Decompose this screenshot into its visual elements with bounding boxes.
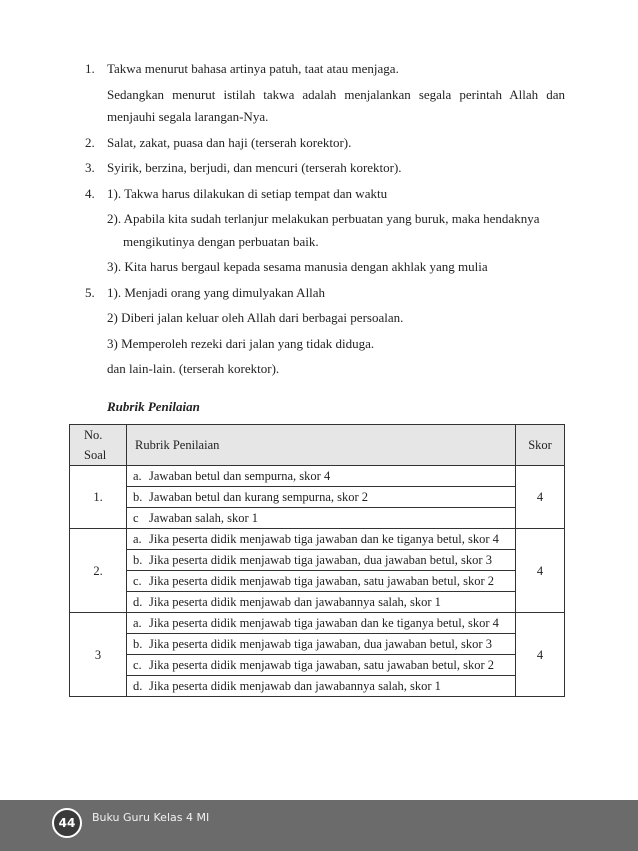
score: 4 xyxy=(516,466,565,529)
criterion xyxy=(127,655,515,676)
answer-line: Salat, zakat, puasa dan haji (terserah korektor). xyxy=(107,134,352,150)
criterion xyxy=(127,571,515,592)
criterion-text: Jawaban salah, skor 1 xyxy=(149,511,258,525)
criterion-letter: b. xyxy=(133,553,143,567)
criterion xyxy=(127,592,515,612)
criteria-cell xyxy=(127,529,516,613)
criterion xyxy=(127,613,515,634)
header-rubrik: Rubrik Penilaian xyxy=(127,425,516,466)
answer-line: 1). Menjadi orang yang dimulyakan Allah xyxy=(107,284,326,300)
criterion-text: Jika peserta didik menjawab tiga jawaban, dua jawaban betul, skor 3 xyxy=(149,553,492,567)
answer-item xyxy=(85,132,565,155)
answer-line: dan lain-lain. (terserah korektor). xyxy=(107,361,280,376)
answer-item xyxy=(85,58,565,129)
criterion-text: Jika peserta didik menjawab tiga jawaban, satu jawaban betul, skor 2 xyxy=(149,658,495,672)
criterion-letter: a. xyxy=(133,616,142,630)
rubric-table xyxy=(69,424,565,697)
table-row xyxy=(70,613,565,697)
answer-line: 3) Memperoleh rezeki dari jalan yang tidak diduga. xyxy=(107,335,375,351)
page-footer xyxy=(0,800,638,851)
answer-line: 1). Takwa harus dilakukan di setiap tempat dan waktu xyxy=(107,185,388,201)
answer-line: Sedangkan menurut istilah takwa adalah menjalankan segala perintah Allah dan menjauhi segala larangan-Nya. xyxy=(107,86,565,124)
table-row xyxy=(70,466,565,529)
criterion-text: Jawaban betul dan sempurna, skor 4 xyxy=(149,469,331,483)
answer-item xyxy=(85,282,565,381)
criterion xyxy=(127,634,515,655)
question-number: 3 xyxy=(70,613,127,697)
criterion xyxy=(127,508,515,528)
criterion-letter: d. xyxy=(133,595,143,609)
criterion xyxy=(127,487,515,508)
criterion-letter: a. xyxy=(133,469,142,483)
criterion-letter: c. xyxy=(133,574,142,588)
criterion-text: Jika peserta didik menjawab tiga jawaban dan ke tiganya betul, skor 4 xyxy=(149,532,499,546)
criterion xyxy=(127,550,515,571)
answer-line: Syirik, berzina, berjudi, dan mencuri (terserah korektor). xyxy=(107,160,402,175)
answer-line: 3). Kita harus bergaul kepada sesama manusia dengan akhlak yang mulia xyxy=(107,259,488,274)
criterion-letter: b. xyxy=(133,490,143,504)
criterion-text: Jika peserta didik menjawab tiga jawaban dan ke tiganya betul, skor 4 xyxy=(149,616,499,630)
criterion-text: Jika peserta didik menjawab tiga jawaban, satu jawaban betul, skor 2 xyxy=(149,574,495,588)
criterion-letter: c xyxy=(133,511,139,525)
criterion-text: Jika peserta didik menjawab dan jawabannya salah, skor 1 xyxy=(149,595,441,609)
book-title: Buku Guru Kelas 4 MI xyxy=(92,811,210,824)
criterion-letter: b. xyxy=(133,637,143,651)
answer-key xyxy=(85,58,565,381)
criterion xyxy=(127,529,515,550)
criteria-cell xyxy=(127,613,516,697)
answer-line: 2) Diberi jalan keluar oleh Allah dari berbagai persoalan. xyxy=(107,310,404,325)
header-no-soal: No. Soal xyxy=(70,425,127,466)
criterion-text: Jika peserta didik menjawab dan jawabannya salah, skor 1 xyxy=(149,679,441,693)
criterion-letter: a. xyxy=(133,532,142,546)
answer-number: 5. xyxy=(85,284,95,300)
question-number: 2. xyxy=(70,529,127,613)
criterion-text: Jawaban betul dan kurang sempurna, skor 2 xyxy=(149,490,369,504)
criteria-cell xyxy=(127,466,516,529)
header-skor: Skor xyxy=(516,425,565,466)
answer-number: 2. xyxy=(85,134,95,150)
answer-item xyxy=(85,183,565,279)
criterion xyxy=(127,676,515,696)
answer-item xyxy=(85,157,565,180)
table-header-row xyxy=(70,425,565,466)
answer-line: 2). Apabila kita sudah terlanjur melakukan perbuatan yang buruk, maka hendaknya mengikutinya dengan perbuatan baik. xyxy=(107,211,540,249)
criterion xyxy=(127,466,515,487)
answer-number: 3. xyxy=(85,160,95,175)
question-number: 1. xyxy=(70,466,127,529)
criterion-letter: d. xyxy=(133,679,143,693)
rubric-heading: Rubrik Penilaian xyxy=(107,399,200,414)
page-number-badge: 44 xyxy=(52,808,82,838)
score: 4 xyxy=(516,529,565,613)
table-row xyxy=(70,529,565,613)
criterion-text: Jika peserta didik menjawab tiga jawaban, dua jawaban betul, skor 3 xyxy=(149,637,492,651)
score: 4 xyxy=(516,613,565,697)
answer-number: 4. xyxy=(85,185,95,201)
criterion-letter: c. xyxy=(133,658,142,672)
answer-line: Takwa menurut bahasa artinya patuh, taat atau menjaga. xyxy=(107,61,399,76)
answer-number: 1. xyxy=(85,61,95,76)
